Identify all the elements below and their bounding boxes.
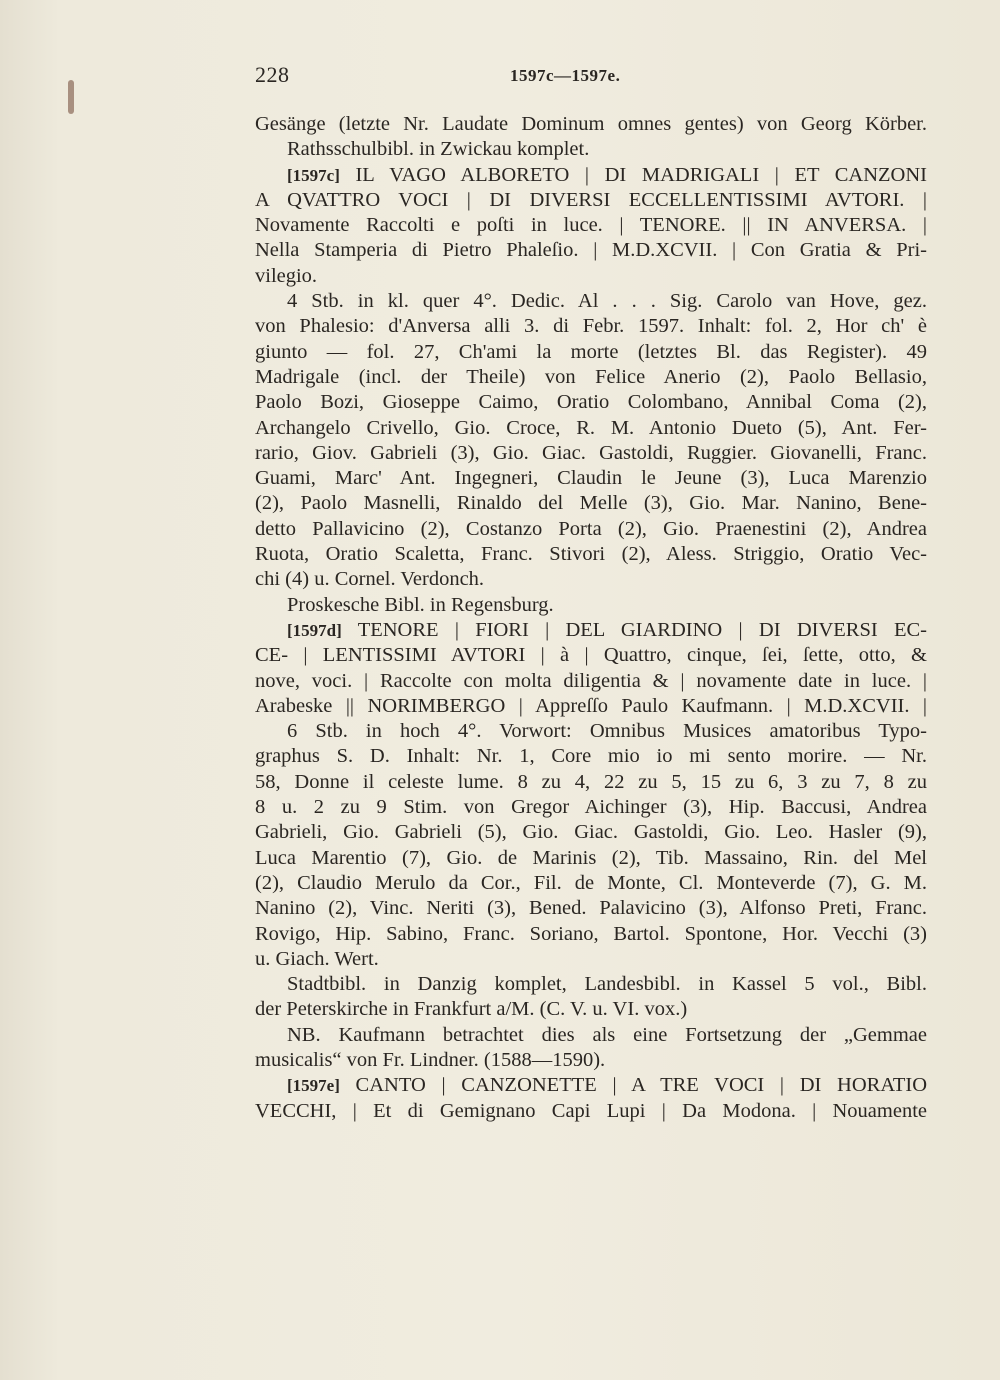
line-text: CANTO | CANZONETTE | A TRE VOCI | DI HORATIO xyxy=(339,1074,927,1097)
text-line xyxy=(255,365,927,390)
line-text: 8 u. 2 zu 9 Stim. von Gregor Aichinger (3), Hip. Baccusi, Andrea xyxy=(255,796,927,819)
text-line xyxy=(255,618,927,643)
text-line xyxy=(255,770,927,795)
line-text: Stadtbibl. in Danzig komplet, Landesbibl. in Kassel 5 vol., Bibl. xyxy=(287,973,927,996)
line-text: Nanino (2), Vinc. Neriti (3), Bened. Palavicino (3), Alfonso Preti, Franc. xyxy=(255,897,927,920)
running-head: 1597c—1597e. xyxy=(510,66,621,85)
text-line xyxy=(255,694,927,719)
line-text: 4 Stb. in kl. quer 4°. Dedic. Al . . . Sig. Carolo van Hove, gez. xyxy=(287,290,927,313)
text-line xyxy=(255,947,927,972)
text-line xyxy=(255,314,927,339)
text-line xyxy=(255,390,927,415)
line-text: der Peterskirche in Frankfurt a/M. (C. V. u. VI. vox.) xyxy=(255,998,688,1021)
text-line xyxy=(255,972,927,997)
line-text: CE- | LENTISSIMI AVTORI | à | Quattro, cinque, ſei, ſette, otto, & xyxy=(255,644,927,667)
text-line xyxy=(255,137,927,162)
line-text: Nella Stamperia di Pietro Phaleſio. | M.D.XCVII. | Con Gratia & Pri- xyxy=(255,239,927,262)
line-text: NB. Kaufmann betrachtet dies als eine Fortsetzung der „Gemmae xyxy=(287,1023,927,1046)
text-line xyxy=(255,593,927,618)
page-number: 228 xyxy=(255,62,290,87)
line-text: Archangelo Crivello, Gio. Croce, R. M. Antonio Dueto (5), Ant. Fer- xyxy=(255,416,927,439)
text-line xyxy=(255,997,927,1022)
line-text: vilegio. xyxy=(255,264,318,287)
text-line xyxy=(255,163,927,188)
line-text: graphus S. D. Inhalt: Nr. 1, Core mio io mi sento morire. — Nr. xyxy=(255,745,927,768)
line-text: 58, Donne il celeste lume. 8 zu 4, 22 zu 5, 15 zu 6, 3 zu 7, 8 zu xyxy=(255,770,927,793)
line-text: rario, Giov. Gabrieli (3), Gio. Giac. Gastoldi, Ruggier. Giovanelli, Franc. xyxy=(255,441,927,464)
text-line xyxy=(255,466,927,491)
line-text: Novamente Raccolti e poſti in luce. | TENORE. || IN ANVERSA. | xyxy=(255,214,927,237)
text-line xyxy=(255,1073,927,1098)
entry-number: [1597d] xyxy=(287,620,342,640)
page-header xyxy=(255,62,935,92)
line-text: Rovigo, Hip. Sabino, Franc. Soriano, Bartol. Spontone, Hor. Vecchi (3) xyxy=(255,922,927,945)
text-line xyxy=(255,820,927,845)
line-text: Rathsschulbibl. in Zwickau komplet. xyxy=(287,138,590,161)
text-line xyxy=(255,112,927,137)
text-line xyxy=(255,744,927,769)
text-line xyxy=(255,922,927,947)
text-line xyxy=(255,846,927,871)
text-line xyxy=(255,1099,927,1124)
margin-ink-mark xyxy=(68,80,74,114)
line-text: IL VAGO ALBORETO | DI MADRIGALI | ET CANZONI xyxy=(339,163,927,186)
text-line xyxy=(255,289,927,314)
text-line xyxy=(255,719,927,744)
line-text: von Phalesio: d'Anversa alli 3. di Febr. 1597. Inhalt: fol. 2, Hor ch' è xyxy=(255,315,927,338)
text-line xyxy=(255,795,927,820)
line-text: Proskesche Bibl. in Regensburg. xyxy=(287,593,554,616)
line-text: u. Giach. Wert. xyxy=(255,947,379,970)
line-text: chi (4) u. Cornel. Verdonch. xyxy=(255,568,485,591)
line-text: VECCHI, | Et di Gemignano Capi Lupi | Da Modona. | Nouamente xyxy=(255,1099,927,1122)
line-text: A QVATTRO VOCI | DI DIVERSI ECCELLENTISSIMI AVTORI. | xyxy=(255,188,927,211)
line-text: Guami, Marc' Ant. Ingegneri, Claudin le Jeune (3), Luca Marenzio xyxy=(255,467,927,490)
text-line xyxy=(255,441,927,466)
text-line xyxy=(255,1048,927,1073)
text-line xyxy=(255,567,927,592)
line-text: Gabrieli, Gio. Gabrieli (5), Gio. Giac. Gastoldi, Gio. Leo. Hasler (9), xyxy=(255,821,927,844)
text-line xyxy=(255,669,927,694)
line-text: Ruota, Oratio Scaletta, Franc. Stivori (2), Aless. Striggio, Oratio Vec- xyxy=(255,543,927,566)
line-text: (2), Paolo Masnelli, Rinaldo del Melle (3), Gio. Mar. Nanino, Bene- xyxy=(255,492,927,515)
text-line xyxy=(255,517,927,542)
text-line xyxy=(255,542,927,567)
text-line xyxy=(255,188,927,213)
text-line xyxy=(255,213,927,238)
text-line xyxy=(255,416,927,441)
line-text: Gesänge (letzte Nr. Laudate Dominum omnes gentes) von Georg Körber. xyxy=(255,113,927,135)
text-line xyxy=(255,491,927,516)
line-text: Arabeske || NORIMBERGO | Appreſſo Paulo Kaufmann. | M.D.XCVII. | xyxy=(255,694,927,717)
text-line xyxy=(255,643,927,668)
text-line xyxy=(255,340,927,365)
text-line xyxy=(255,1023,927,1048)
text-line xyxy=(255,871,927,896)
body-text xyxy=(255,112,927,1124)
line-text: giunto — fol. 27, Ch'ami la morte (letztes Bl. das Register). 49 xyxy=(255,340,927,363)
line-text: Paolo Bozi, Gioseppe Caimo, Oratio Colombano, Annibal Coma (2), xyxy=(255,391,927,414)
text-line xyxy=(255,238,927,263)
line-text: Madrigale (incl. der Theile) von Felice Anerio (2), Paolo Bellasio, xyxy=(255,365,927,388)
entry-number: [1597e] xyxy=(287,1076,340,1096)
line-text: nove, voci. | Raccolte con molta diligentia & | novamente date in luce. | xyxy=(255,669,927,692)
line-text: 6 Stb. in hoch 4°. Vorwort: Omnibus Musices amatoribus Typo- xyxy=(287,720,927,743)
text-line xyxy=(255,896,927,921)
line-text: musicalis“ von Fr. Lindner. (1588—1590). xyxy=(255,1048,606,1071)
line-text: TENORE | FIORI | DEL GIARDINO | DI DIVERSI EC- xyxy=(341,618,927,641)
line-text: detto Pallavicino (2), Costanzo Porta (2), Gio. Praenestini (2), Andrea xyxy=(255,517,927,540)
entry-number: [1597c] xyxy=(287,165,340,185)
text-line xyxy=(255,264,927,289)
line-text: Luca Marentio (7), Gio. de Marinis (2), Tib. Massaino, Rin. del Mel xyxy=(255,846,927,869)
line-text: (2), Claudio Merulo da Cor., Fil. de Monte, Cl. Monteverde (7), G. M. xyxy=(255,871,927,894)
